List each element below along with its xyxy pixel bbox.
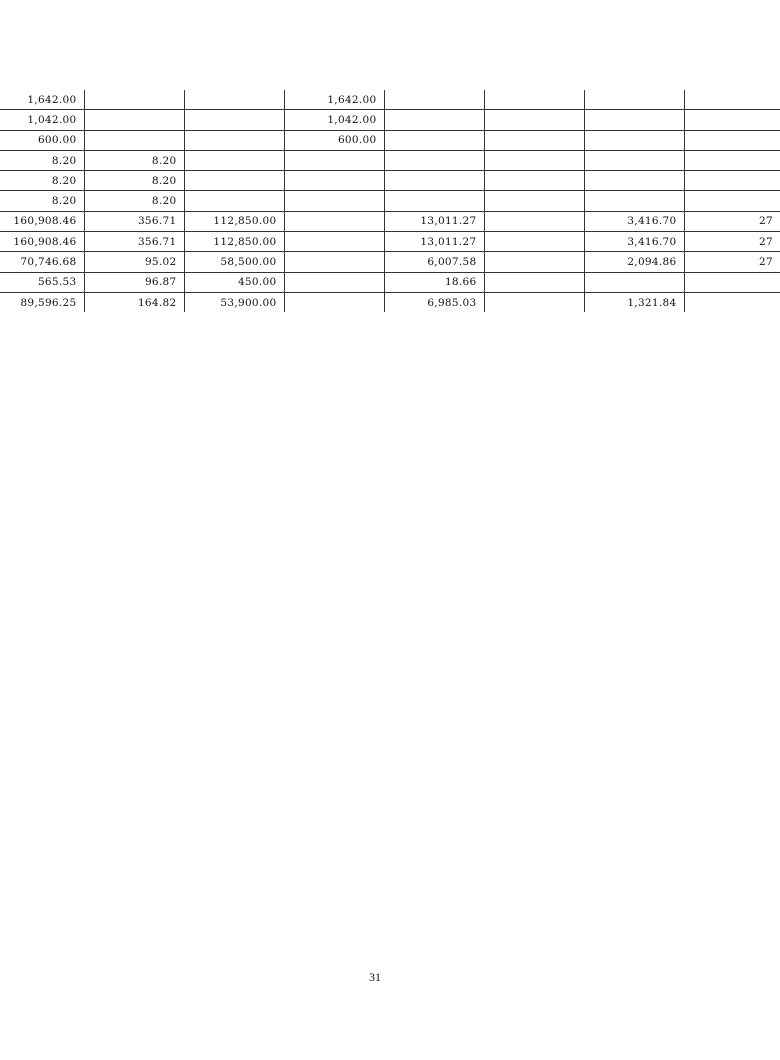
table-cell: 58,500.00 [184,252,284,272]
table-cell: 70,746.68 [0,252,84,272]
table-cell [84,110,184,130]
table-cell: 13,011.27 [384,211,484,231]
table-cell: 2,094.86 [584,252,684,272]
table-row [0,110,780,130]
table-row [0,292,780,312]
table-cell: 160,908.46 [0,232,84,252]
table-cell [484,232,584,252]
table-cell [284,150,384,170]
table-cell [684,130,780,150]
table-row [0,171,780,191]
table-cell: 164.82 [84,292,184,312]
table-cell: 3,416.70 [584,211,684,231]
table-cell [484,191,584,211]
table-cell [684,110,780,130]
table-cell: 6,007.58 [384,252,484,272]
table-cell [184,110,284,130]
table-row [0,150,780,170]
table-cell: 112,850.00 [184,211,284,231]
table-cell [184,171,284,191]
table-cell [484,110,584,130]
table-cell: 8.20 [84,150,184,170]
table-cell [584,191,684,211]
table-cell [484,171,584,191]
table-cell: 450.00 [184,272,284,292]
table-cell [84,130,184,150]
table-cell: 1,321.84 [584,292,684,312]
table-cell [184,90,284,110]
table-cell: 27 [684,232,780,252]
table-cell [684,90,780,110]
table-cell: 27 [684,211,780,231]
table-cell: 3,416.70 [584,232,684,252]
table-cell [384,150,484,170]
table-cell [284,232,384,252]
table-cell: 8.20 [84,171,184,191]
table-row [0,90,780,110]
table-cell [584,110,684,130]
table-row [0,211,780,231]
table-cell: 1,642.00 [0,90,84,110]
table-cell [684,292,780,312]
table-cell: 27 [684,252,780,272]
table-cell: 8.20 [0,191,84,211]
table-cell: 53,900.00 [184,292,284,312]
table-cell [384,191,484,211]
table-cell: 160,908.46 [0,211,84,231]
table-cell [584,272,684,292]
table-cell: 95.02 [84,252,184,272]
table-cell [284,211,384,231]
table-cell: 112,850.00 [184,232,284,252]
table-cell: 8.20 [84,191,184,211]
table-cell [284,292,384,312]
table-cell: 96.87 [84,272,184,292]
page-number: 31 [369,970,381,984]
table-cell: 1,042.00 [284,110,384,130]
table-cell [384,130,484,150]
table-cell [484,150,584,170]
table-cell: 8.20 [0,171,84,191]
table-body [0,90,780,312]
table-cell [584,150,684,170]
table-cell [84,90,184,110]
table-cell: 6,985.03 [384,292,484,312]
table-cell [284,191,384,211]
table-cell [484,292,584,312]
table-cell [684,150,780,170]
table-cell: 356.71 [84,211,184,231]
table-cell: 356.71 [84,232,184,252]
table-cell [384,110,484,130]
table-row [0,232,780,252]
table-cell [484,90,584,110]
table-cell [184,191,284,211]
table-cell [284,272,384,292]
table-cell: 600.00 [0,130,84,150]
table-cell [184,150,284,170]
table-cell [484,211,584,231]
table-cell [384,171,484,191]
table-row [0,191,780,211]
table-row [0,272,780,292]
table-cell: 89,596.25 [20,296,77,309]
table-cell [684,171,780,191]
data-table-container [0,90,773,312]
table-cell: 1,042.00 [0,110,84,130]
table-cell: 600.00 [284,130,384,150]
table-cell [684,272,780,292]
table-cell [184,130,284,150]
table-row [0,130,780,150]
table-cell: 565.53 [0,272,84,292]
table-cell: 18.66 [384,272,484,292]
table-cell: 13,011.27 [384,232,484,252]
data-table [0,90,780,312]
table-cell [284,252,384,272]
table-cell [584,171,684,191]
table-cell [584,130,684,150]
table-cell [384,90,484,110]
table-cell [484,272,584,292]
table-row [0,252,780,272]
table-cell [684,191,780,211]
table-cell: 1,642.00 [284,90,384,110]
table-cell [284,171,384,191]
table-cell [484,252,584,272]
table-cell [484,130,584,150]
table-cell [584,90,684,110]
table-cell: 8.20 [0,150,84,170]
